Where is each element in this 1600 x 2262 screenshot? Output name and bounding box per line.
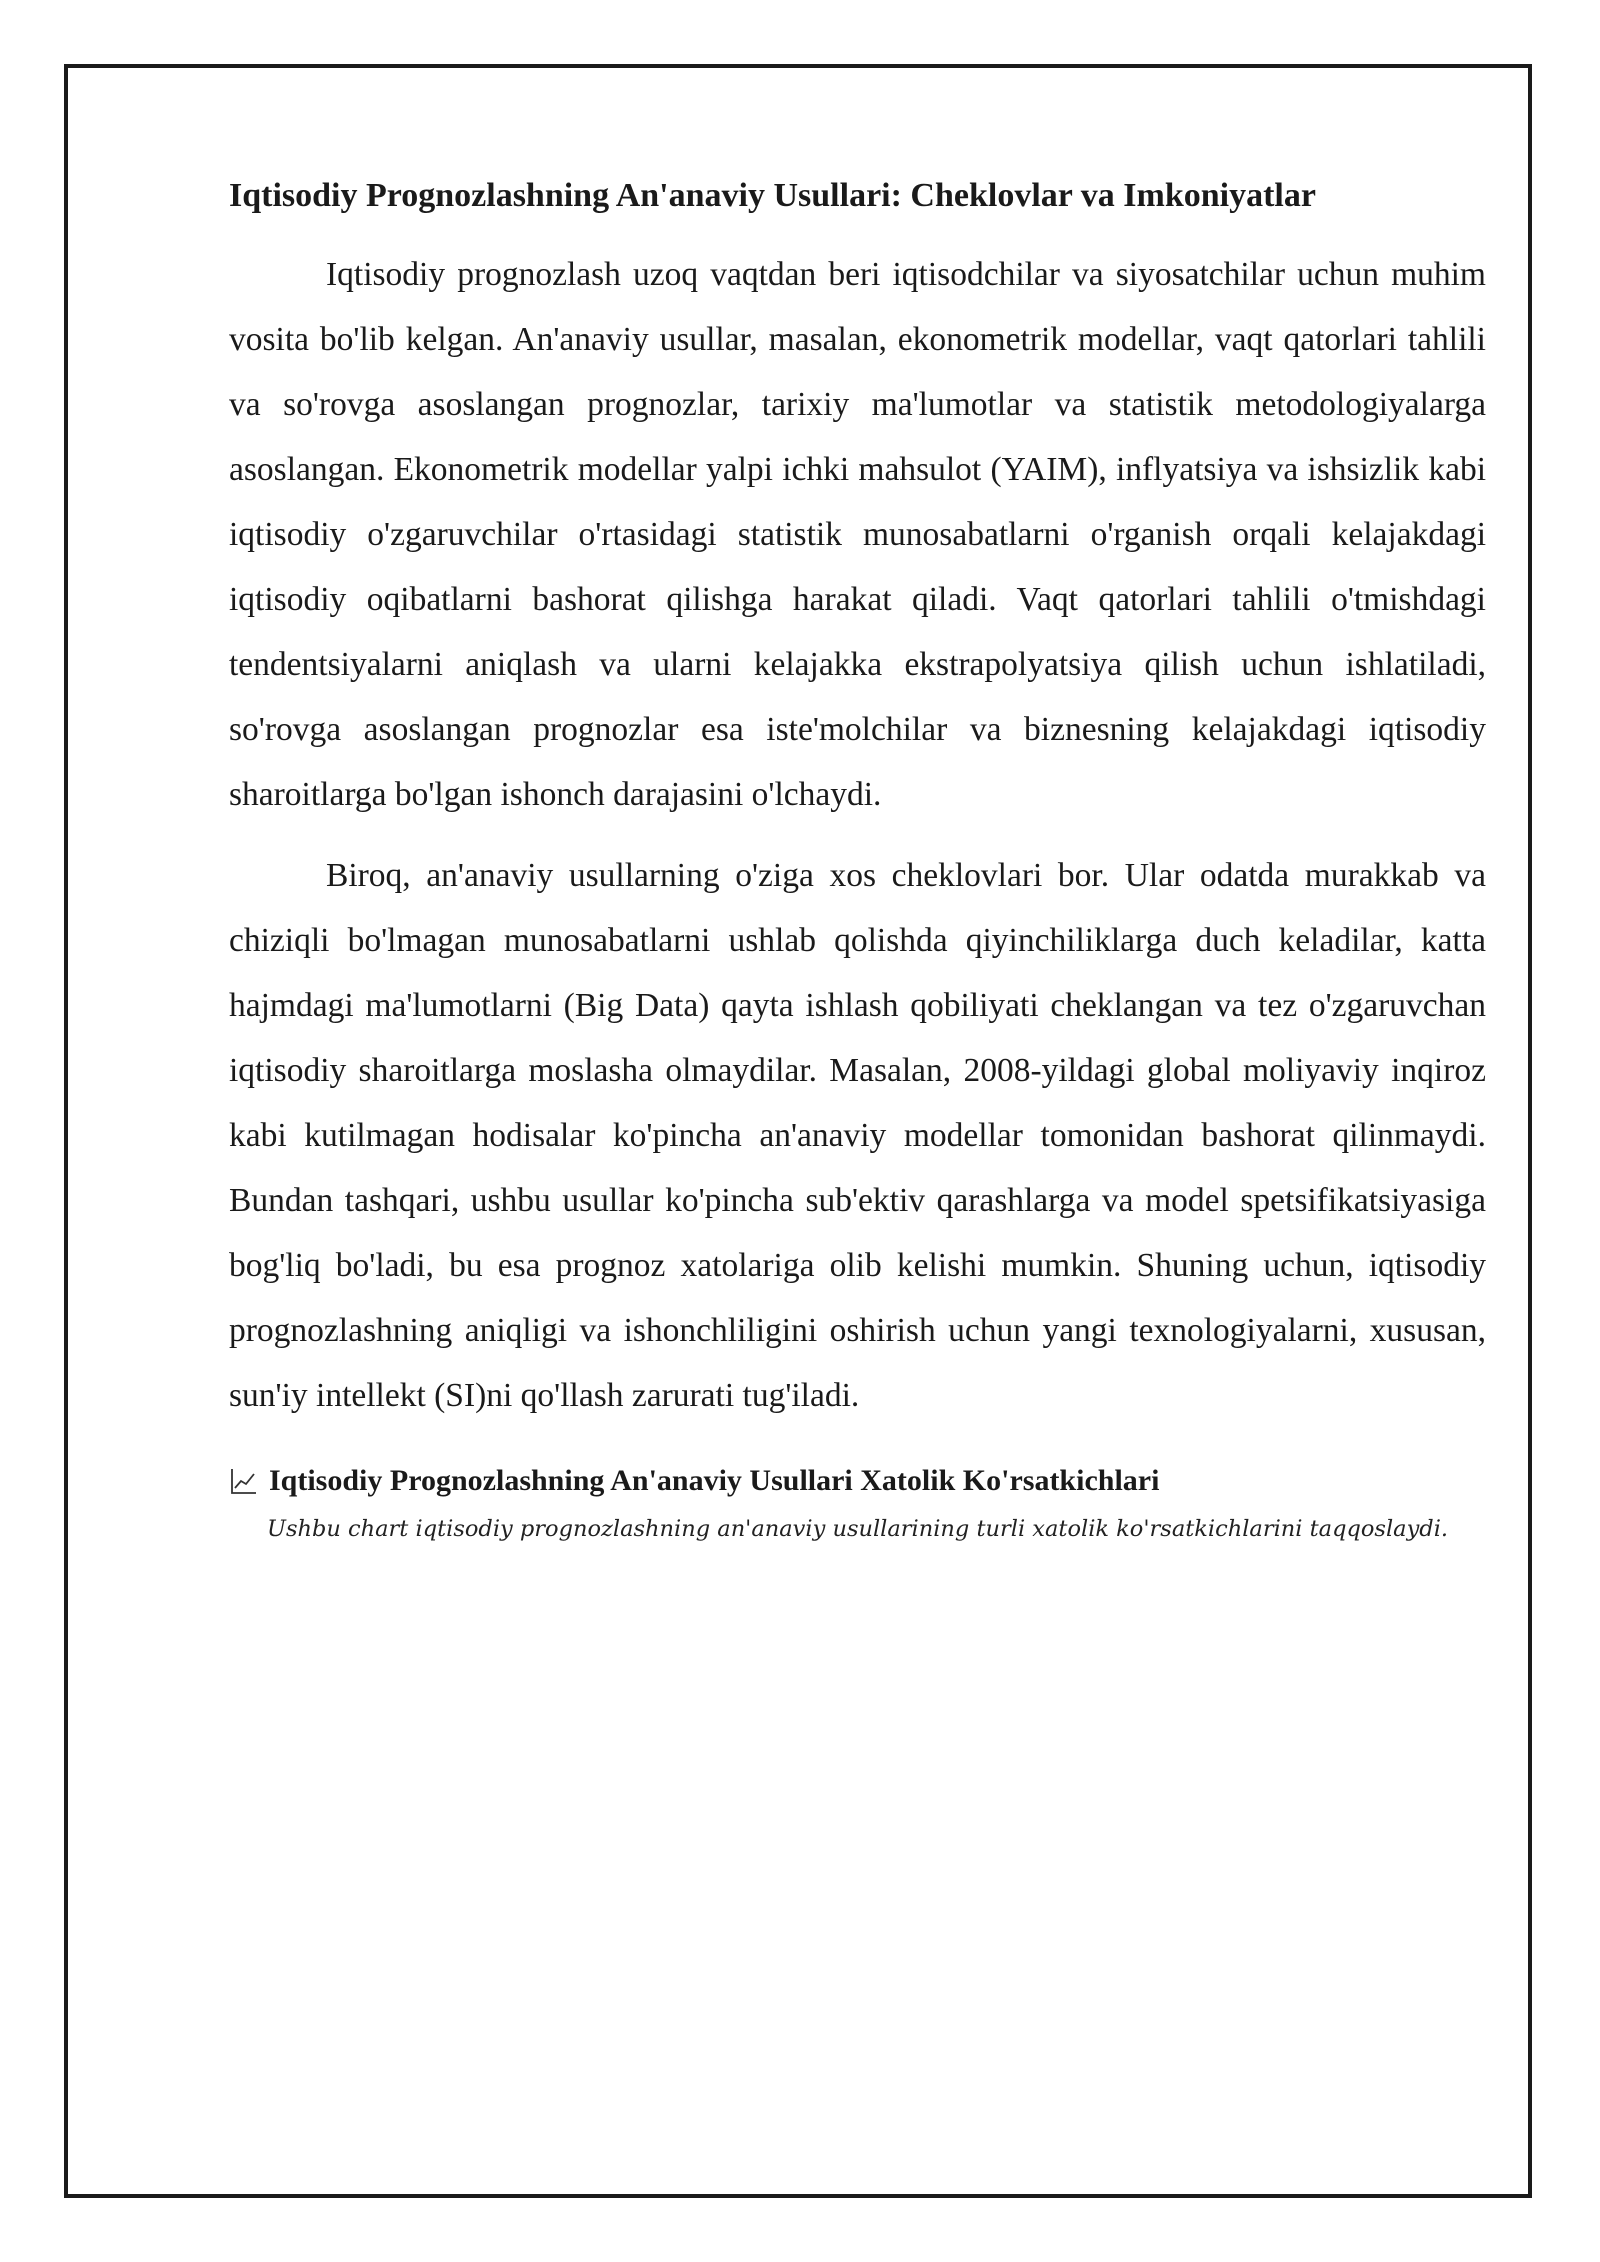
document-body (229, 172, 1486, 1545)
chart-line-icon (229, 1466, 259, 1496)
chart-subtitle: Ushbu chart iqtisodiy prognozlashning an'anaviy usullarining turli xatolik ko'rsatkichlarini taqqoslaydi. (267, 1516, 1449, 1542)
chart-heading (229, 1461, 1486, 1501)
paragraph-intro: Iqtisodiy prognozlash uzoq vaqtdan beri iqtisodchilar va siyosatchilar uchun muhim vosita bo'lib kelgan. An'anaviy usullar, masalan, ekonometrik modellar, vaqt qatorlari tahlili va so'rovga asoslangan prognozlar, tarixiy ma'lumotlar va statistik metodologiyalarga asoslangan. Ekonometrik modellar yalpi ichki mahsulot (YAIM), inflyatsiya va ishsizlik kabi iqtisodiy o'zgaruvchilar o'rtasidagi statistik munosabatlarni o'rganish orqali kelajakdagi iqtisodiy oqibatlarni bashorat qilishga harakat qiladi. Vaqt qatorlari tahlili o'tmishdagi tendentsiyalarni aniqlash va ularni kelajakka ekstrapolyatsiya qilish uchun ishlatiladi, so'rovga asoslangan prognozlar esa iste'molchilar va biznesning kelajakdagi iqtisodiy sharoitlarga bo'lgan ishonch darajasini o'lchaydi. (229, 256, 1486, 813)
chart-title: Iqtisodiy Prognozlashning An'anaviy Usullari Xatolik Ko'rsatkichlari (269, 1464, 1160, 1497)
document-title: Iqtisodiy Prognozlashning An'anaviy Usullari: Cheklovlar va Imkoniyatlar (229, 177, 1316, 214)
paragraph-limitations: Biroq, an'anaviy usullarning o'ziga xos cheklovlari bor. Ular odatda murakkab va chiziqli bo'lmagan munosabatlarni ushlab qolishda qiyinchiliklarga duch keladilar, katta hajmdagi ma'lumotlarni (Big Data) qayta ishlash qobiliyati cheklangan va tez o'zgaruvchan iqtisodiy sharoitlarga moslasha olmaydilar. Masalan, 2008-yildagi global moliyaviy inqiroz kabi kutilmagan hodisalar ko'pincha an'anaviy modellar tomonidan bashorat qilinmaydi. Bundan tashqari, ushbu usullar ko'pincha sub'ektiv qarashlarga va model spetsifikatsiyasiga bog'liq bo'ladi, bu esa prognoz xatolariga olib kelishi mumkin. Shuning uchun, iqtisodiy prognozlashning aniqligi va ishonchliligini oshirish uchun yangi texnologiyalarni, xususan, sun'iy intellekt (SI)ni qo'llash zarurati tug'iladi. (229, 857, 1486, 1414)
chart-section (229, 1461, 1486, 1545)
